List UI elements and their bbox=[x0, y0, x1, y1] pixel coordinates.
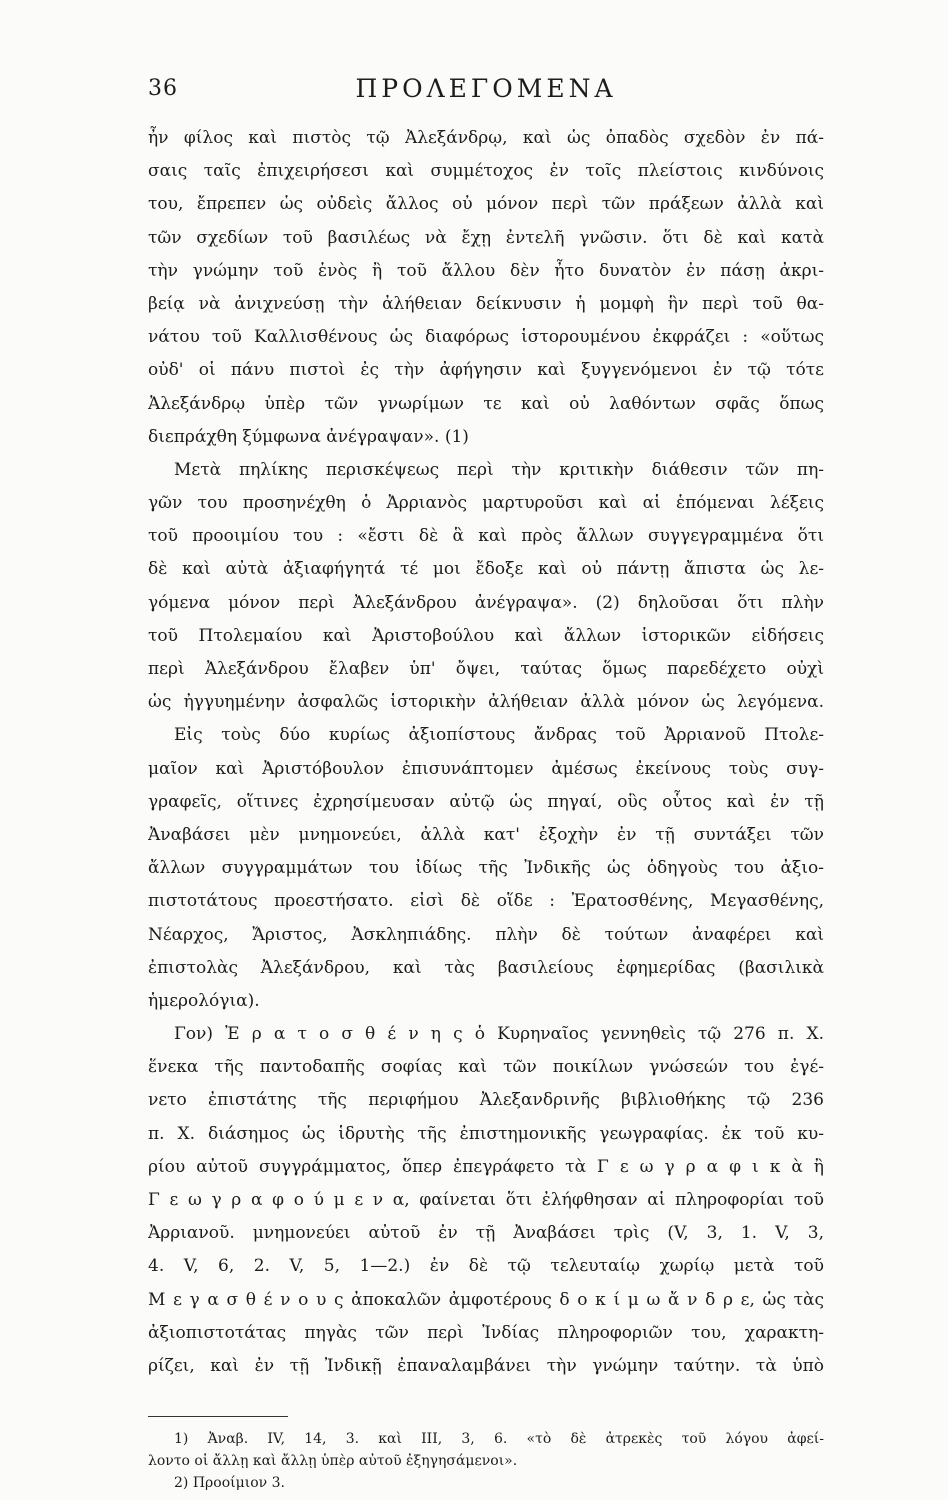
text-line: Γ ε ω γ ρ α φ ο ύ μ ε ν α, φαίνεται ὅτι ἐλήφθησαν αἱ πληροφορίαι τοῦ bbox=[148, 1190, 824, 1210]
text-line: δὲ καὶ αὐτὰ ἀξιαφήγητά τέ μοι ἔδοξε καὶ οὐ πάντῃ ἄπιστα ὡς λε- bbox=[148, 559, 824, 580]
text-line: Ἀρριανοῦ. μνημονεύει αὐτοῦ ἐν τῇ Ἀναβάσει τρὶς (V, 3, 1. V, 3, bbox=[148, 1223, 824, 1244]
page-number: 36 bbox=[148, 76, 178, 101]
text-line: Ἀλεξάνδρῳ ὑπὲρ τῶν γνωρίμων τε καὶ οὐ λαθόντων σφᾶς ὅπως bbox=[148, 393, 824, 414]
footnote-rule bbox=[148, 1416, 288, 1417]
text-line: Μ ε γ α σ θ έ ν ο υ ς ἀποκαλῶν ἀμφοτέρους δ ο κ ί μ ω ἄ ν δ ρ ε, ὡς τὰς bbox=[148, 1289, 824, 1310]
text-line: 4. V, 6, 2. V, 5, 1—2.) ἐν δὲ τῷ τελευταίῳ χωρίῳ μετὰ τοῦ bbox=[148, 1256, 824, 1277]
text-line: γόμενα μόνον περὶ Ἀλεξάνδρου ἀνέγραψα». (2) δηλοῦσαι ὅτι πλὴν bbox=[148, 592, 824, 613]
text-line: ὡς ἠγγυημένην ἀσφαλῶς ἱστορικὴν ἀλήθειαν ἀλλὰ μόνον ὡς λεγόμενα. bbox=[148, 692, 824, 713]
text-line: ἀξιοπιστοτάτας πηγὰς τῶν περὶ Ἰνδίας πληροφοριῶν του, χαρακτη- bbox=[148, 1322, 824, 1343]
page-header bbox=[148, 70, 824, 110]
text-line: γραφεῖς, οἵτινες ἐχρησίμευσαν αὐτῷ ὡς πηγαί, οὓς οὗτος καὶ ἐν τῇ bbox=[148, 791, 824, 812]
text-line: του, ἔπρεπεν ὡς οὐδεὶς ἄλλος οὐ μόνον περὶ τῶν πράξεων ἀλλὰ καὶ bbox=[148, 194, 824, 215]
text-line: Νέαρχος, Ἄριστος, Ἀσκληπιάδης. πλὴν δὲ τούτων ἀναφέρει καὶ bbox=[148, 924, 824, 945]
footnote-2: 2) Προοίμιον 3. bbox=[174, 1475, 285, 1491]
text-line: τοῦ Πτολεμαίου καὶ Ἀριστοβούλου καὶ ἄλλων ἱστορικῶν εἰδήσεις bbox=[148, 625, 824, 646]
text-line: Ἀναβάσει μὲν μνημονεύει, ἀλλὰ κατ' ἐξοχὴν ἐν τῇ συντάξει τῶν bbox=[148, 824, 824, 845]
text-line: οὐδ' οἱ πάνυ πιστοὶ ἐς τὴν ἀφήγησιν καὶ ξυγγενόμενοι ἐν τῷ τότε bbox=[148, 360, 824, 381]
text-line: ἡμερολόγια). bbox=[148, 990, 260, 1011]
text-line: ἄλλων συγγραμμάτων του ἰδίως τῆς Ἰνδικῆς ὡς ὁδηγοὺς του ἀξιο- bbox=[148, 858, 824, 879]
text-line: νάτου τοῦ Καλλισθένους ὡς διαφόρως ἱστορουμένου ἐκφράζει : «οὕτως bbox=[148, 327, 824, 348]
text-line: γῶν του προσηνέχθη ὁ Ἀρριανὸς μαρτυροῦσι καὶ αἱ ἑπόμεναι λέξεις bbox=[148, 493, 824, 514]
text-line: ἐπιστολὰς Ἀλεξάνδρου, καὶ τὰς βασιλείους ἐφημερίδας (βασιλικὰ bbox=[148, 957, 824, 978]
footnote-1-continuation: λοντο οἱ ἄλλῃ καὶ ἄλλῃ ὑπὲρ αὐτοῦ ἐξηγησάμενοι». bbox=[148, 1453, 518, 1469]
text-line: Γον) Ἐ ρ α τ ο σ θ έ ν η ς ὁ Κυρηναῖος γεννηθεὶς τῷ 276 π. Χ. bbox=[174, 1024, 824, 1045]
text-line: τῶν σχεδίων τοῦ βασιλέως νὰ ἔχῃ ἐντελῆ γνῶσιν. ὅτι δὲ καὶ κατὰ bbox=[148, 227, 824, 248]
text-line: σαις ταῖς ἐπιχειρήσεσι καὶ συμμέτοχος ἐν τοῖς πλείστοις κινδύνοις bbox=[148, 161, 824, 182]
text-line: Μετὰ πηλίκης περισκέψεως περὶ τὴν κριτικὴν διάθεσιν τῶν πη- bbox=[174, 459, 824, 480]
text-line: ἕνεκα τῆς παντοδαπῆς σοφίας καὶ τῶν ποικίλων γνώσεών του ἐγέ- bbox=[148, 1057, 824, 1078]
text-line: μαῖον καὶ Ἀριστόβουλον ἐπισυνάπτομεν ἀμέσως ἐκείνους τοὺς συγ- bbox=[148, 758, 824, 779]
footnote-1: 1) Ἀναβ. IV, 14, 3. καὶ III, 3, 6. «τὸ δὲ ἀτρεκὲς τοῦ λόγου ἀφεί- bbox=[174, 1431, 824, 1447]
text-line: νετο ἐπιστάτης τῆς περιφήμου Ἀλεξανδρινῆς βιβλιοθήκης τῷ 236 bbox=[148, 1090, 824, 1111]
text-line: ἦν φίλος καὶ πιστὸς τῷ Ἀλεξάνδρῳ, καὶ ὡς ὀπαδὸς σχεδὸν ἐν πά- bbox=[148, 128, 824, 148]
text-line: τοῦ προοιμίου του : «ἔστι δὲ ἃ καὶ πρὸς ἄλλων συγγεγραμμένα ὅτι bbox=[148, 526, 824, 547]
text-line: Εἰς τοὺς δύο κυρίως ἀξιοπίστους ἄνδρας τοῦ Ἀρριανοῦ Πτολε- bbox=[174, 725, 824, 746]
text-line: ρίου αὐτοῦ συγγράμματος, ὅπερ ἐπεγράφετο τὰ Γ ε ω γ ρ α φ ι κ ὰ ἢ bbox=[148, 1156, 824, 1177]
text-line: βείᾳ νὰ ἀνιχνεύσῃ τὴν ἀλήθειαν δείκνυσιν ἡ μομφὴ ἣν περὶ τοῦ θα- bbox=[148, 293, 824, 314]
body-text bbox=[148, 122, 824, 1383]
text-line: ρίζει, καὶ ἐν τῇ Ἰνδικῇ ἐπαναλαμβάνει τὴν γνώμην ταύτην. τὰ ὑπὸ bbox=[148, 1355, 824, 1376]
text-line: περὶ Ἀλεξάνδρου ἔλαβεν ὑπ' ὄψει, ταύτας ὅμως παρεδέχετο οὐχὶ bbox=[148, 659, 824, 679]
running-head: ΠΡΟΛΕΓΟΜΕΝΑ bbox=[355, 74, 617, 103]
text-line: τὴν γνώμην τοῦ ἑνὸς ἢ τοῦ ἄλλου δὲν ἦτο δυνατὸν ἐν πάσῃ ἀκρι- bbox=[148, 260, 824, 281]
text-line: π. Χ. διάσημος ὡς ἱδρυτὴς τῆς ἐπιστημονικῆς γεωγραφίας. ἐκ τοῦ κυ- bbox=[148, 1123, 824, 1144]
text-line: πιστοτάτους προεστήσατο. εἰσὶ δὲ οἵδε : Ἐρατοσθένης, Μεγασθένης, bbox=[148, 891, 824, 912]
footnotes bbox=[148, 1428, 824, 1494]
text-line: διεπράχθη ξύμφωνα ἀνέγραψαν». (1) bbox=[148, 426, 469, 447]
